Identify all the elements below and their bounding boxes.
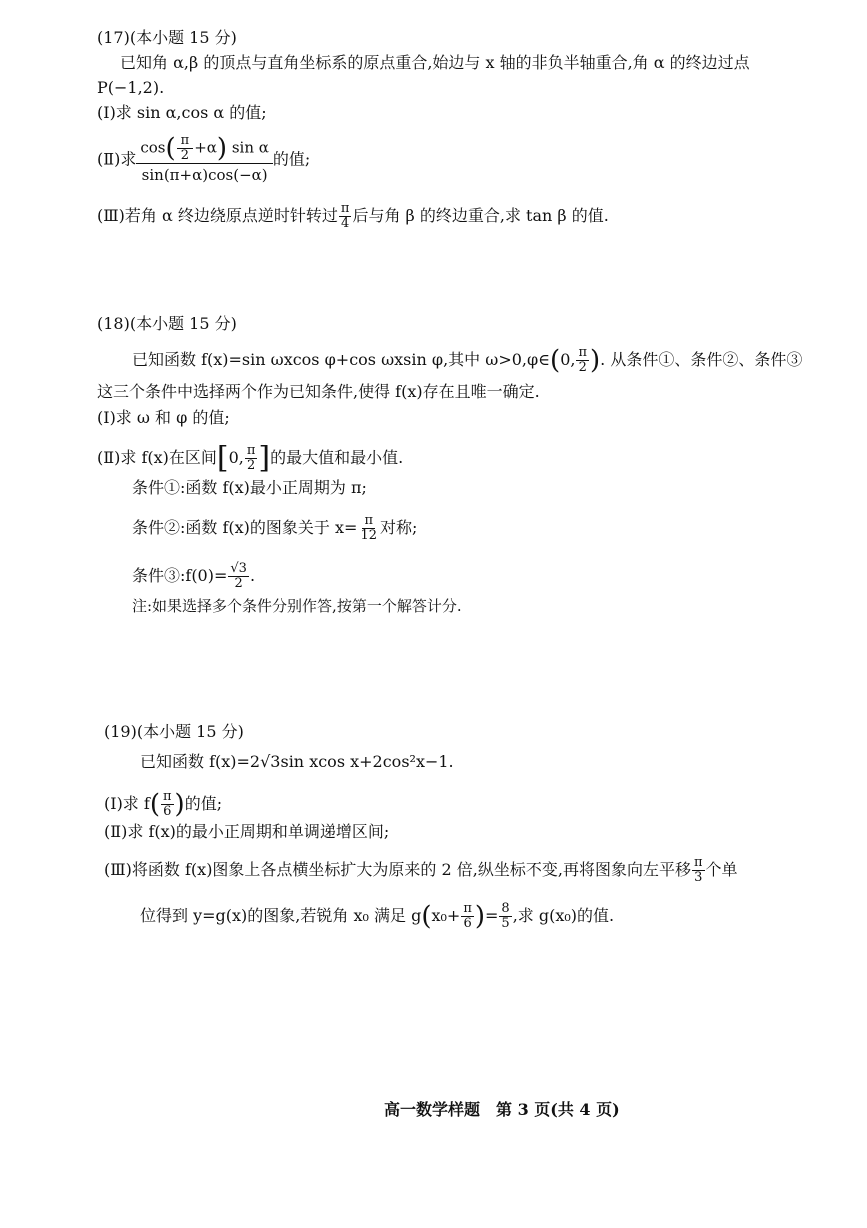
q19-header: (19)(本小题 15 分): [104, 722, 244, 741]
paren-left: (: [149, 789, 160, 820]
paren-left: (: [165, 133, 176, 164]
q19-part3b-prefix: 位得到 y=g(x)的图象,若锐角 x₀ 满足 g: [140, 906, 422, 925]
q18-part2-suffix: 的最大值和最小值.: [270, 448, 404, 467]
frac-num: π: [463, 901, 472, 916]
q17-pi-over-4: [339, 202, 352, 231]
q18-stem-line1: [132, 346, 802, 375]
paren-left: (: [550, 345, 561, 376]
frac-num: π: [340, 201, 350, 216]
frac-num: π: [246, 443, 256, 458]
q18-part2-prefix: (Ⅱ)求 f(x)在区间: [97, 448, 217, 467]
q17-part2-fraction: [136, 134, 273, 186]
frac-den: 12: [360, 528, 377, 543]
q17-part2-suffix: 的值;: [272, 149, 311, 169]
frac-num: π: [177, 134, 194, 149]
q17-cos-label: cos: [140, 138, 166, 157]
q19-part1-prefix: (Ⅰ)求 f: [104, 794, 150, 813]
bracket-right: ]: [258, 440, 271, 476]
q18-cond2-suffix: 对称;: [379, 518, 418, 537]
q18-interval-left: 0,: [560, 350, 576, 369]
q19-part3b-inner: x₀+: [431, 906, 461, 925]
q17-pi-over-2: [177, 134, 194, 163]
frac-num: π: [364, 513, 373, 528]
q18-note: 注:如果选择多个条件分别作答,按第一个解答计分.: [132, 597, 462, 615]
q18-pi-over-12: [358, 514, 379, 543]
q19-part3-prefix: (Ⅲ)将函数 f(x)图象上各点横坐标扩大为原来的 2 倍,纵坐标不变,再将图象向左平移: [104, 860, 691, 879]
q18-part1: (Ⅰ)求 ω 和 φ 的值;: [97, 408, 230, 427]
frac-den: 5: [501, 916, 510, 931]
q17-part3: [97, 202, 609, 231]
frac-num: √3: [230, 561, 247, 576]
paren-right: ): [174, 789, 185, 820]
q17-stem-line2: P(−1,2).: [97, 78, 165, 97]
q19-part3-line2: [140, 902, 614, 931]
q19-equals: =: [485, 906, 499, 925]
q19-part1: [104, 790, 222, 819]
q18-stem-prefix: 已知函数 f(x)=sin ωxcos φ+cos ωxsin φ,其中 ω>0,φ∈: [132, 350, 551, 369]
q17-part1: (Ⅰ)求 sin α,cos α 的值;: [97, 103, 267, 122]
paren-left: (: [421, 901, 432, 932]
frac-den: 4: [341, 216, 350, 231]
frac-num: 8: [501, 901, 510, 916]
q18-sqrt3-over-2: [228, 562, 249, 591]
q19-eight-fifths: [499, 902, 511, 931]
q19-part3b-pi-over-6: [461, 902, 474, 931]
q18-header: (18)(本小题 15 分): [97, 314, 237, 333]
q17-part2-denominator: sin(π+α)cos(−α): [141, 166, 268, 184]
q18-pi-over-2: [576, 346, 589, 375]
frac-den: 2: [578, 360, 587, 375]
paren-right: ): [216, 133, 228, 164]
q17-header: (17)(本小题 15 分): [97, 28, 237, 47]
frac-den: 2: [234, 576, 243, 591]
q19-part2: (Ⅱ)求 f(x)的最小正周期和单调递增区间;: [104, 822, 390, 841]
q18-cond2-prefix: 条件②:函数 f(x)的图象关于 x=: [132, 518, 358, 537]
q19-part3b-suffix: ,求 g(x₀)的值.: [512, 906, 615, 925]
q18-stem-suffix: . 从条件①、条件②、条件③: [600, 350, 803, 369]
q18-part2-interval-left: 0,: [228, 448, 244, 467]
frac-den: 2: [247, 458, 256, 473]
frac-den: 6: [163, 804, 172, 819]
frac-den: 2: [180, 148, 190, 163]
frac-den: 3: [694, 870, 703, 885]
q18-condition-2: [132, 514, 417, 543]
frac-num: π: [162, 789, 172, 804]
q17-part3-prefix: (Ⅲ)若角 α 终边绕原点逆时针转过: [97, 206, 338, 225]
paren-right: ): [590, 345, 601, 376]
q18-part2: [97, 440, 404, 476]
q17-part2: [97, 134, 310, 186]
q17-stem-line1: 已知角 α,β 的顶点与直角坐标系的原点重合,始边与 x 轴的非负半轴重合,角 α 的终边过点: [120, 53, 750, 72]
q18-part2-pi-over-2: [245, 444, 258, 473]
q19-part3-suffix: 个单: [705, 860, 738, 879]
q17-part3-suffix: 后与角 β 的终边重合,求 tan β 的值.: [352, 206, 609, 225]
q19-pi-over-6: [161, 790, 174, 819]
q17-plus-alpha: +α: [194, 138, 217, 157]
q17-part2-prefix: (Ⅱ)求: [97, 149, 137, 169]
q18-cond3-prefix: 条件③:f(0)=: [132, 566, 228, 585]
q19-part3-line1: [104, 856, 738, 885]
q18-condition-1: 条件①:函数 f(x)最小正周期为 π;: [132, 478, 367, 497]
page-footer: 高一数学样题 第 3 页(共 4 页): [384, 1100, 620, 1119]
q18-stem-line2: 这三个条件中选择两个作为已知条件,使得 f(x)存在且唯一确定.: [97, 382, 540, 401]
q19-stem: 已知函数 f(x)=2√3sin xcos x+2cos²x−1.: [140, 752, 454, 771]
frac-den: 6: [463, 916, 472, 931]
frac-num: π: [693, 855, 703, 870]
q19-part1-suffix: 的值;: [184, 794, 223, 813]
bracket-left: [: [216, 440, 229, 476]
q18-condition-3: [132, 562, 255, 591]
q17-part2-numerator: [136, 134, 273, 164]
q17-sin-alpha: sin α: [231, 138, 269, 157]
q18-cond3-suffix: .: [249, 566, 256, 585]
q19-pi-over-3: [692, 856, 705, 885]
paren-right: ): [474, 901, 486, 932]
frac-num: π: [578, 345, 588, 360]
